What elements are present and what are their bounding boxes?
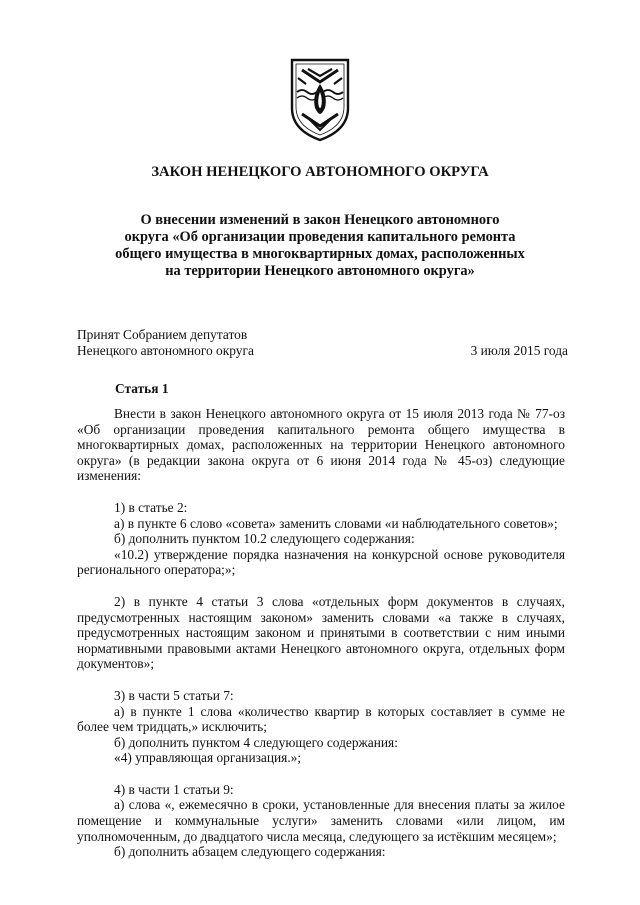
item-2-line: предусмотренных настоящим законом» заменить словами «а также в случаях, — [77, 609, 565, 625]
item-3-a — [77, 704, 565, 735]
item-3-b: б) дополнить пунктом 4 следующего содержания: — [114, 734, 398, 750]
item-4-a-line: помещение и коммунальные услуги» заменить словами «или лицом, им — [77, 813, 565, 829]
item-4-a-line: уполномоченным, до двадцатого числа месяца, следующего за истёкшим месяцем»; — [77, 828, 557, 844]
item-1-b: б) дополнить пунктом 10.2 следующего содержания: — [114, 531, 415, 547]
intro-line: изменения: — [77, 468, 142, 484]
item-1-quote — [77, 547, 565, 578]
item-2-line: 2) в пункте 4 статьи 3 слова «отдельных форм документов в случаях, — [114, 593, 565, 609]
article-body — [77, 406, 565, 860]
subtitle-line: на территории Ненецкого автономного округа» — [165, 263, 475, 279]
item-4-a — [77, 797, 565, 844]
subtitle-line: О внесении изменений в закон Ненецкого автономного — [140, 212, 500, 228]
adoption-date: 3 июля 2015 года — [470, 343, 568, 358]
adoption-body: Принят Собранием депутатов — [77, 327, 248, 342]
law-subtitle — [80, 212, 560, 280]
item-2-paragraph — [77, 594, 565, 672]
item-1-heading: 1) в статье 2: — [114, 499, 188, 515]
adoption-body-name: Ненецкого автономного округа — [77, 342, 254, 358]
item-2-line: документов»; — [77, 656, 155, 672]
intro-line: Внести в закон Ненецкого автономного округа от 15 июля 2013 года № 77-оз — [114, 406, 565, 421]
item-3-quote: «4) управляющая организация.»; — [114, 750, 302, 766]
intro-line: округа» (в редакции закона округа от 6 июня 2014 года № 45-оз) следующие — [77, 452, 565, 468]
subtitle-line: общего имущества в многоквартирных домах, расположенных — [115, 246, 525, 262]
quote-line: «10.2) утверждение порядка назначения на конкурсной основе руководителя — [114, 546, 565, 562]
item-4-a-line: а) слова «, ежемесячно в сроки, установленные для внесения платы за жилое — [114, 797, 565, 813]
item-2-line: предусмотренных настоящим законом и принятыми в соответствии с ним иными — [77, 625, 565, 641]
intro-line: «Об организации проведения капитального ремонта общего имущества в — [77, 421, 565, 437]
item-3-a-line: чем тридцать,» исключить; — [112, 719, 267, 735]
item-4-b: б) дополнить абзацем следующего содержания: — [114, 844, 386, 860]
coat-of-arms-emblem — [288, 56, 352, 142]
intro-line: многоквартирных домах, расположенных на территории Ненецкого автономного — [77, 437, 565, 453]
article-heading: Статья 1 — [115, 381, 169, 396]
item-3-heading: 3) в части 5 статьи 7: — [114, 687, 234, 703]
quote-line: регионального оператора;»; — [77, 562, 236, 578]
item-2-line: нормативными правовыми актами Ненецкого автономного округа, отдельных форм — [77, 640, 565, 656]
subtitle-line: округа «Об организации проведения капитального ремонта — [124, 229, 516, 245]
item-4-heading: 4) в части 1 статьи 9: — [114, 781, 234, 797]
intro-paragraph — [77, 406, 565, 484]
item-1-a: а) в пункте 6 слово «совета» заменить словами «и наблюдательного советов»; — [114, 515, 558, 531]
law-title: ЗАКОН НЕНЕЦКОГО АВТОНОМНОГО ОКРУГА — [151, 164, 489, 180]
adoption-note — [77, 327, 377, 358]
item-3-a-line: а) в пункте 1 слова «количество квартир в которых составляет в сумме не более — [77, 703, 565, 735]
